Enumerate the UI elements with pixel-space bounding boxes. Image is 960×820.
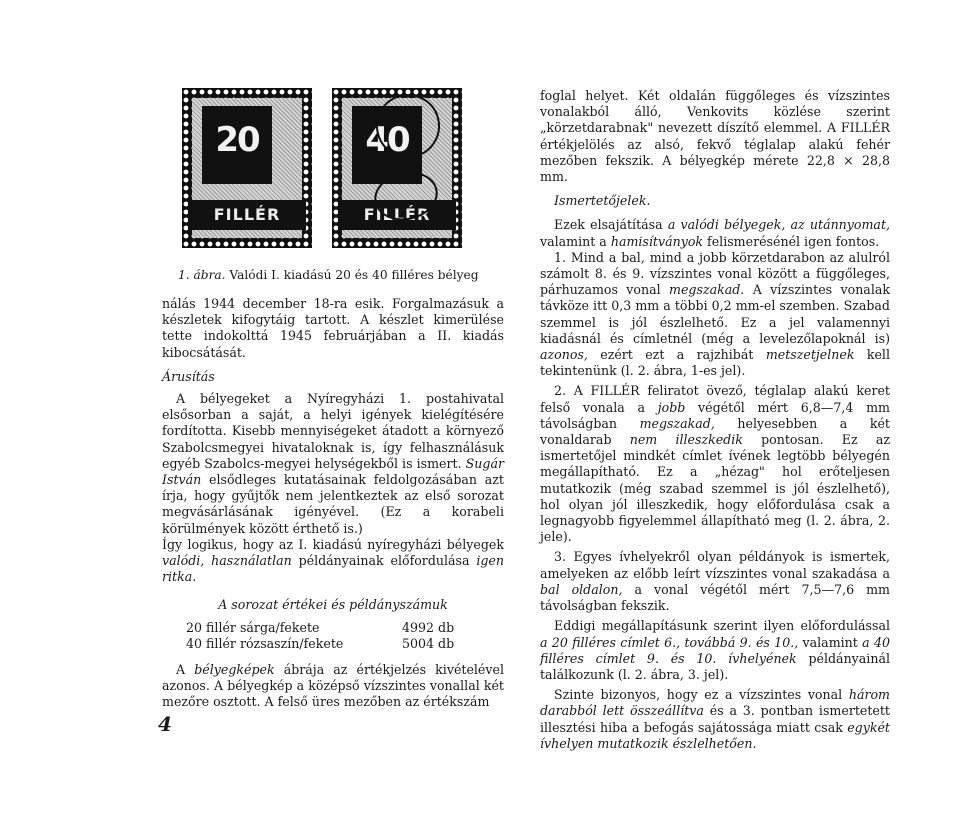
table-cell: 20 fillér sárga/fekete (186, 619, 320, 635)
paragraph: Szinte bizonyos, hogy ez a vízszintes vonal három darabból lett összeállítva és a 3. pontban ismertetett illesztési hiba a befogás sajátossága miatt csak egykét ívhelyen mutatkozik észlelhetően. (540, 687, 890, 751)
paragraph: Ezek elsajátítása a valódi bélyegek, az utánnyomat, valamint a hamisítványok felismerésénél igen fontos. (540, 217, 891, 249)
stamp-figure (182, 88, 462, 248)
left-column (162, 296, 504, 711)
paragraph: nálás 1944 december 18-ra esik. Forgalmazásuk a készletek kifogytáig tartott. A készlet kimerülése tette indokolttá 1945 februárjában a II. kiadás kibocsátását. (162, 296, 504, 360)
stamp-label: FILLÉR (213, 205, 281, 224)
section-heading: Árusítás (162, 368, 215, 384)
caption-prefix: 1. ábra. (178, 268, 226, 282)
section-heading: Ismertetőjelek. (554, 193, 651, 209)
values-table (186, 620, 454, 652)
right-column (540, 88, 890, 752)
table-row (186, 620, 454, 636)
paragraph: 1. Mind a bal, mind a jobb körzetdarabon az alulról számolt 8. és 9. vízszintes vonal között a függőleges, párhuzamos vonal megszakad. A vízszintes vonalak távköze itt 0,3 mm a többi 0,2 mm-el szemben. Szabad szemmel is jól észlelhető. Ez a jel valamennyi kiadásnál és címletnél (még a levelezőlapoknál is) azonos, ezért ezt a rajzhibát metszetjelnek kell tekintenünk (l. 2. ábra, 1-es jel). (540, 249, 890, 379)
stamp-value: 40 (365, 120, 409, 160)
paragraph: 2. A FILLÉR feliratot övező, téglalap alakú keret felső vonala a jobb végétől mért 6,8—7,4 mm távolságban megszakad, helyesebben a két vonaldarab nem illeszkedik pontosan. Ez az ismertetőjel mindkét címlet ívének legtöbb bélyegén megállapítható. Ez a „hézag" hol erőteljesen mutatkozik (még szabad szemmel is jól észlelhető), hol olyan jól illeszkedik, hogy előfordulása csak a legnagyobb figyelemmel állapítható meg (l. 2. ábra, 2. jele). (540, 383, 890, 545)
table-row (186, 636, 454, 652)
caption-text: Valódi I. kiadású 20 és 40 filléres bélyeg (229, 268, 479, 282)
table-cell: 40 fillér rózsaszín/fekete (186, 635, 344, 651)
table-cell: 4992 db (402, 619, 455, 635)
page-number: 4 (158, 712, 172, 736)
stamp-value: 20 (215, 120, 259, 160)
table-cell: 5004 db (402, 635, 455, 651)
paragraph: Eddigi megállapításunk szerint ilyen előfordulással a 20 filléres címlet 6., továbbá 9. és 10., valamint a 40 filléres címlet 9. és 10. ívhelyének példányainál találkozunk (l. 2. ábra, 3. jel). (540, 618, 890, 682)
stamp-40-filler (332, 88, 462, 248)
paragraph: A bélyegképek ábrája az értékjelzés kivételével azonos. A bélyegkép a középső vízszintes vonallal két mezőre osztott. A felső üres mezőben az értékszám (162, 662, 504, 710)
section-heading: A sorozat értékei és példányszámuk (218, 597, 448, 613)
stamp-label: FILLÉR (363, 205, 431, 224)
paragraph: 3. Egyes ívhelyekről olyan példányok is ismertek, amelyeken az előbb leírt vízszintes vonal szakadása a bal oldalon, a vonal végétől mért 7,5—7,6 mm távolságban fekszik. (540, 549, 890, 614)
stamp-20-filler (182, 88, 312, 248)
figure-caption (178, 268, 479, 282)
paragraph: Így logikus, hogy az I. kiadású nyíregyházi bélyegek valódi, használatlan példányainak előfordulása igen ritka. (162, 536, 504, 585)
paragraph: foglal helyet. Két oldalán függőleges és vízszintes vonalakból álló, Venkovits közlése szerint „körzetdarabnak" nevezett díszítő elemmel. A FILLÉR értékjelölés az alsó, fekvő téglalap alakú fehér mezőben fekszik. A bélyegkép mérete 22,8 × 28,8 mm. (540, 88, 890, 185)
paragraph: A bélyegeket a Nyíregyházi 1. postahivatal elsősorban a saját, a helyi igények kielégítésére fordította. Kisebb mennyiségeket átadott a környező Szabolcsmegyei hivataloknak is, így felhasználásuk egyéb Szabolcs-megyei helységekből is ismert. Sugár István elsődleges kutatásainak feldolgozásában azt írja, hogy gyűjtők nem jelentkeztek az első sorozat megvásárlásának igényével. (Ez a korabeli körülmények között érthető is.) (162, 391, 504, 536)
